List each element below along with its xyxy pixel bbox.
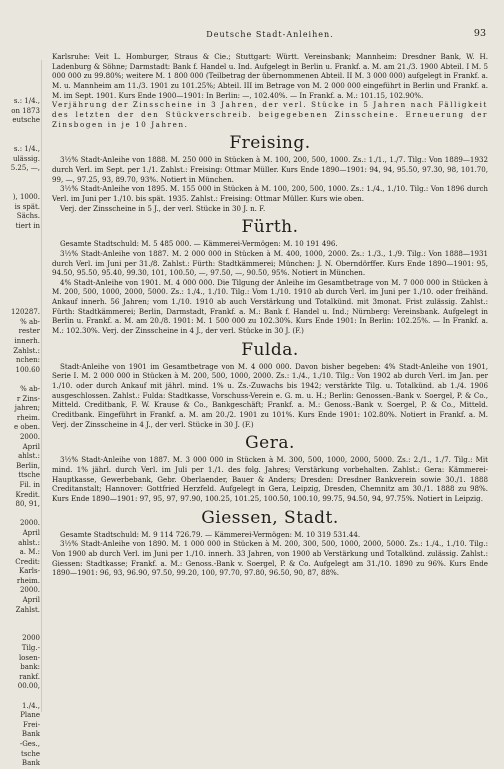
margin-fragment: April [22,442,40,451]
margin-fragment: Tilg.- [21,644,40,653]
margin-fragment: tsche [21,749,40,758]
margin-fragment: 1./4., [22,701,40,710]
margin-fragment [0,184,40,194]
margin-fragment [0,279,40,289]
margin-fragment [0,625,40,635]
city-section [52,217,488,336]
margin-fragment [0,270,40,280]
page-number: 93 [473,28,486,39]
margin-fragment [0,241,40,251]
margin-fragment: s.: 1/4., [13,145,40,154]
margin-fragment: ahlst.: [18,538,40,547]
page [52,30,488,578]
margin-fragment [0,289,40,299]
loan-entry: Stadt-Anleihe von 1901 im Gesamtbetrage von M. 4 000 000. Davon bisher begeben: 4% Stadt-Anleihe von 1901, Serie I. M. 2 000 000 in Stücken à M. 200, 500, 1000, 2000. Zs.: 1./4., 1./10. Tilg.: Von 1902 ab durch Verl. im Jan. per 1./10. oder durch Ankauf mit jährl. mind. 1% u. Zs.-Zuwachs bis 1942; verstärkte Tilg. u. Totalkünd. ab 1./4. 1906 ausgeschlossen. Zahlst.: Fulda: Stadtkasse, Vorschuss-Verein e. G. m. u. H.; Berlin: Genossen.-Bank v. Soergel, P. & Co., Mitteld. Creditbank, F. W. Krause & Co., Bankgeschäft; Frankf. a. M.: Genoss.-Bank v. Soergel, P. & Co., Mitteld. Creditbank. Eingeführt in Frankf. a. M. am 20./2. 1901 zu 101%. Kurs Ende 1901: 102.80%. Notiert in Frankf. a. M. Verj. der Zinsscheine in 4 J., der verl. Stücke in 30 J. (F.) [52,361,488,429]
page-header [52,30,488,46]
margin-fragment: Kredit. [15,490,40,499]
margin-fragment: ulässig. [12,154,40,163]
city-section [52,433,488,503]
margin-fragment: -Ges., [19,739,40,748]
margin-fragment: 100.60 [15,365,40,374]
margin-fragment: rheim. [16,413,40,422]
margin-fragment: Fil. in [19,480,40,489]
margin-fragment: Frei- [23,720,40,729]
margin-fragment: 5.25, —, [10,164,40,173]
margin-fragment: jahren; [14,404,40,413]
sections [52,133,488,578]
city-heading: Fürth. [241,217,299,238]
margin-fragment [0,136,40,146]
loan-entry: Verj. der Zinsscheine in 5 J., der verl. Stücke in 30 J. n. F. [60,203,266,213]
margin-fragment [0,260,40,270]
city-section [52,133,488,213]
margin-fragment [0,375,40,385]
city-heading: Giessen, Stadt. [201,507,339,528]
margin-fragment: 2000. [19,586,40,595]
margin-fragment: Plane [20,711,40,720]
loan-entry: 3½% Stadt-Anleihe von 1890. M. 1 000 000 in Stücken à M. 200, 300, 500, 1000, 2000, 5000. Zs.: 1./4., 1./10. Tilg.: Von 1900 ab durch Verl. im Juni per 1./10. innerh. 33 Jahren, von 1900 ab Verstärkung und Totalkünd. zulässig. Zahlst.: Giessen: Stadtkasse; Frankf. a. M.: Genoss.-Bank v. Soergel, P. & Co. Aufgelegt am 31./10. 1890 zu 96%. Kurs Ende 1890—1901: 96, 93, 96.90, 97.50, 99.20, 100, 97.70, 97.80, 96.50, 90, 87, 88%. [52,539,488,578]
margin-fragment: Zahlst.: [13,346,40,355]
margin-fragment: Bank [21,730,40,739]
loan-entry: 4% Stadt-Anleihe von 1901. M. 4 000 000. Die Tilgung der Anleihe im Gesamtbetrage von M. 7 000 000 in Stücken à M. 200, 500, 1000, 2000, 5000. Zs.: 1./4., 1./10. Tilg.: Vom 1./10. 1910 ab durch Verl. im Juni per 1./10. oder freihänd. Ankauf innerh. 56 Jahren; vom 1./10. 1910 ab auch Verstärkung und Totalkünd. mit 3monat. Frist zulässig. Zahlst.: Fürth: Stadtkämmerei; Berlin, Darmstadt, Frankf. a. M.: Bank f. Handel u. Ind.; Nürnberg: Vereinsbank. Aufgelegt in Berlin u. Frankf. a. M. am 20./8. 1901: M. 1 500 000 zu 102.30%. Kurs Ende 1901: In Berlin: 102.25%. — In Frankf. a. M.: 102.30%. Verj. der Zinsscheine in 4 J., der verl. Stücke in 30 J. (F.) [52,277,488,336]
margin-fragment: bank: [20,663,40,672]
margin-fragment [0,510,40,520]
margin-fragment: rheim. [16,576,40,585]
margin-fragment [0,615,40,625]
margin-fragment: innerh. [14,337,40,346]
margin-fragment: Credit: [15,557,40,566]
margin-fragment [0,78,40,88]
city-section [52,340,488,430]
loan-entry: 3½% Stadt-Anleihe von 1887. M. 2 000 000 in Stücken à M. 400, 1000, 2000. Zs.: 1./3., 1./9. Tilg.: Von 1888—1931 durch Verl. im Juni per 31./8. Zahlst.: Fürth: Stadtkämmerei; München: J. N. Oberndörffer. Kurs Ende 1890—1901: 95, 94.50, 95.50, 95.40, 99.30, 101, 100.50, —, 97.50, —, 90.50, 95%. Notiert in München. [52,248,488,278]
margin-fragment: tiert in [15,221,40,230]
margin-fragment [0,692,40,702]
margin-fragment: Sächs. [16,212,40,221]
intro-block [52,52,488,129]
city-heading: Freising. [229,133,311,154]
city-heading: Gera. [245,433,295,454]
margin-fragment: is spät. [14,202,40,211]
margin-fragment: a. M.: [19,548,40,557]
running-title: Deutsche Stadt-Anleihen. [206,30,334,39]
margin-fragment: ttsche [18,471,40,480]
margin-fragment: % ab- [20,385,40,393]
margin-fragment: e oben. [14,423,40,432]
margin-fragment: 2000. [19,432,40,441]
margin-fragment: r Zins- [16,394,40,403]
margin-fragment: 2000 [22,634,40,643]
margin-fragment: Berlin, [16,461,40,470]
loan-entry: 3½% Stadt-Anleihe von 1887. M. 3 000 000 in Stücken à M. 300, 500, 1000, 2000, 5000. Zs.: 2./1., 1./7. Tilg.: Mit mind. 1% jährl. durch Verl. im Juli per 1./1. des folg. Jahres; Verstärkung vorbehalten. Zahlst.: Gera: Kämmerei-Hauptkasse, Gewerbebank, Gebr. Oberlaender, Bauer & Anders; Dresden: Dresdner Bankverein sowie 30./1. 1888 Creditanstalt; Hannover: Gottfried Herzfeld. Aufgelegt in Gera, Leipzig, Dresden, Chemnitz am 30./1. 1888 zu 98%. Kurs Ende 1890—1901: 97, 95, 97, 97.90, 100.25, 101.25, 100.50, 100.10, 99.75, 94.50, 94, 97.75%. Notiert in Leipzig. [52,455,488,503]
margin-fragment: on 1873 [11,106,40,115]
city-debt-summary: Gesamte Stadtschuld: M. 9 114 726.79. — Kämmerei-Vermögen: M. 10 319 531.44. [60,529,361,539]
margin-fragment: April [22,596,40,605]
margin-fragment: Bank [21,759,40,768]
left-margin-bleed [0,78,40,769]
margin-fragment: Zahlst. [15,605,40,614]
margin-fragment: 120287. [11,308,40,317]
margin-fragment [0,299,40,309]
intro-paragraph-limitation: Verjährung der Zinsscheine in 3 Jahren, der verl. Stücke in 5 Jahren nach Fälligkeit des letzten der den Stückverschreib. beigegebenen Zinsscheine. Erneuerung der Zinsbogen in je 10 Jahren. [52,100,488,129]
margin-fragment [0,251,40,261]
margin-fragment: eutsche [12,116,40,125]
city-section [52,508,488,578]
loan-entry: 3½% Stadt-Anleihe von 1895. M. 155 000 in Stücken à M. 100, 200, 500, 1000. Zs.: 1./4., 1./10. Tilg.: Von 1896 durch Verl. im Juni per 1./10. bis spät. 1935. Zahlst.: Freising: Ottmar Müller. Kurs wie oben. [52,184,488,203]
margin-fragment: 80, 91, [15,500,40,509]
margin-fragment: nchen: [16,356,40,365]
margin-fragment [0,232,40,242]
page-divider [41,60,42,712]
margin-fragment: rester [18,327,40,336]
margin-fragment: ahlst.: [18,452,40,461]
margin-fragment: losen- [18,653,40,662]
intro-paragraph: Karlsruhe: Veit L. Homburger, Straus & Cie.; Stuttgart: Württ. Vereinsbank; Mannheim: Dresdner Bank, W. H. Ladenburg & Söhne; Darmstadt: Bank f. Handel u. Ind. Aufgelegt in Berlin u. Frankf. a. M. am 21./3. 1900 Abteil. I M. 5 000 000 zu 99.80%; weitere M. 1 800 000 (Teilbetrag der übernommenen Abteil. II M. 3 000 000) aufgelegt in Frankf. a. M. u. Mannheim am 11./3. 1901 zu 101.25%; Abteil. III im Betrage von M. 2 000 000 eingeführt in Berlin und Frankf. a. M. im Sept. 1901. Kurs Ende 1900—1901: In Berlin: —, 102.40%. — In Frankf. a. M.: 101.15, 102.90%. [52,52,488,100]
margin-fragment: % ab- [20,317,40,326]
margin-fragment [0,126,40,136]
margin-fragment: April [22,528,40,537]
margin-fragment: rankf. [19,672,40,681]
margin-fragment [0,88,40,98]
margin-fragment: 00.00, [17,682,40,691]
loan-entry: 3½% Stadt-Anleihe von 1888. M. 250 000 in Stücken à M. 100, 200, 500, 1000. Zs.: 1./1., 1./7. Tilg.: Von 1889—1932 durch Verl. im Sept. per 1./1. Zahlst.: Freising: Ottmar Müller. Kurs Ende 1890—1901: 94, 94, 95.50, 97.30, 98, 101.70, 99, —, 97.25, 93, 89.70, 93%. Notiert in München. [52,155,488,184]
city-heading: Fulda. [241,339,299,360]
margin-fragment: Karls- [19,567,40,576]
margin-fragment: 2000. [19,519,40,528]
city-debt-summary: Gesamte Stadtschuld: M. 5 485 000. — Kämmerei-Vermögen: M. 10 191 496. [60,239,338,249]
margin-fragment: s.: 1/4., [13,97,40,106]
margin-fragment [0,174,40,184]
margin-fragment: ), 1000. [12,193,40,202]
